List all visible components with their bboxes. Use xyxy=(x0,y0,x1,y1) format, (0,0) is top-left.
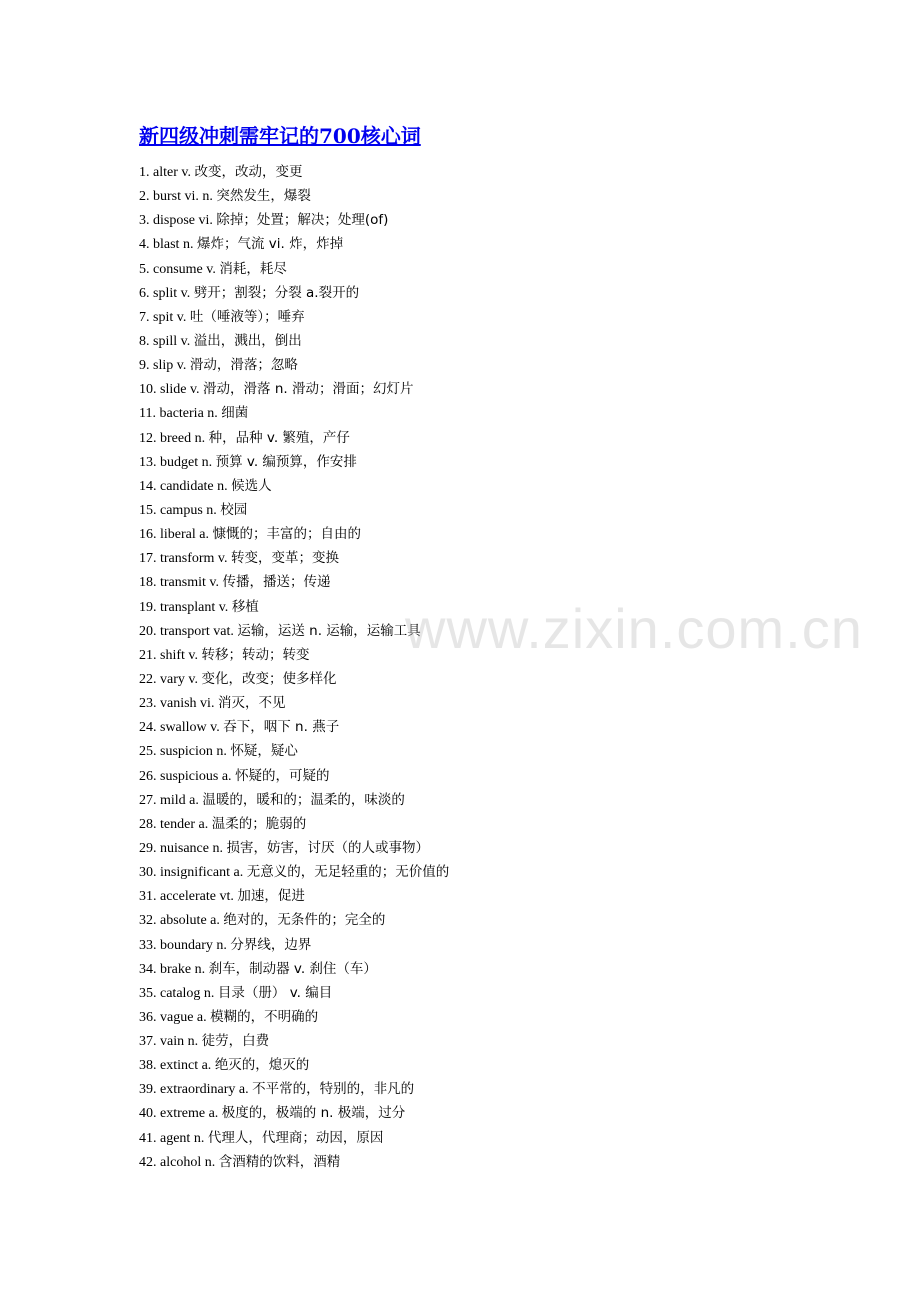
vocab-entry xyxy=(139,788,449,812)
vocab-definition: 滑动，滑落 n. 滑动；滑面；幻灯片 xyxy=(203,381,414,398)
vocab-definition: 突然发生，爆裂 xyxy=(216,188,311,205)
vocab-definition: 刹车，制动器 v. 刹住（车） xyxy=(208,960,377,977)
vocab-word: 42. alcohol n. xyxy=(139,1154,216,1170)
document-title-link[interactable]: 新四级冲刺需牢记的700核心词 xyxy=(139,124,421,148)
vocab-entry xyxy=(139,353,449,377)
vocab-definition: 加速，促进 xyxy=(237,888,305,905)
vocab-entry xyxy=(139,546,449,570)
vocab-definition: 吞下，咽下 n. 燕子 xyxy=(223,719,340,736)
vocab-entry xyxy=(139,643,449,667)
vocab-word: 26. suspicious a. xyxy=(139,768,232,784)
vocab-entry xyxy=(139,667,449,691)
vocab-word: 15. campus n. xyxy=(139,502,217,518)
vocab-word: 21. shift v. xyxy=(139,647,198,663)
vocab-definition: 消灭，不见 xyxy=(217,695,286,712)
vocab-entry xyxy=(139,208,449,232)
vocab-word: 37. vain n. xyxy=(139,1034,199,1050)
vocab-definition: 代理人，代理商；动因，原因 xyxy=(207,1129,384,1146)
vocab-entry xyxy=(139,691,449,715)
vocab-word: 8. spill v. xyxy=(139,333,191,349)
vocab-word: 39. extraordinary a. xyxy=(139,1082,249,1098)
vocab-entry xyxy=(139,570,449,594)
vocab-definition: 慷慨的；丰富的；自由的 xyxy=(212,526,361,543)
vocab-word: 4. blast n. xyxy=(139,237,194,253)
vocab-word: 28. tender a. xyxy=(139,816,209,832)
vocab-definition: 含酒精的饮料，酒精 xyxy=(218,1153,341,1170)
vocab-word: 34. brake n. xyxy=(139,961,206,977)
vocab-definition: 模糊的，不明确的 xyxy=(210,1008,319,1025)
vocab-entry xyxy=(139,933,449,957)
vocab-entry xyxy=(139,981,449,1005)
vocab-definition: 变化，改变；使多样化 xyxy=(201,670,337,687)
vocab-definition: 吐（唾液等）；唾弃 xyxy=(189,308,305,325)
vocab-entry xyxy=(139,1126,449,1150)
vocab-entry xyxy=(139,498,449,522)
vocab-definition: 温暖的，暖和的；温柔的，味淡的 xyxy=(202,791,405,808)
vocab-entry xyxy=(139,1053,449,1077)
vocab-entry xyxy=(139,860,449,884)
vocab-definition: 移植 xyxy=(231,598,259,615)
vocab-entry xyxy=(139,619,449,643)
vocab-definition: 滑动，滑落；忽略 xyxy=(189,357,298,374)
vocab-entry xyxy=(139,305,449,329)
vocab-definition: 预算 v. 编预算，作安排 xyxy=(215,453,357,470)
vocab-word: 31. accelerate vt. xyxy=(139,889,234,905)
vocab-entry xyxy=(139,232,449,256)
vocab-definition: 候选人 xyxy=(231,477,272,494)
vocab-word: 9. slip v. xyxy=(139,358,187,374)
vocab-word: 29. nuisance n. xyxy=(139,840,223,856)
vocab-word: 30. insignificant a. xyxy=(139,865,244,881)
vocab-entry xyxy=(139,474,449,498)
vocab-entry xyxy=(139,764,449,788)
vocab-entry xyxy=(139,450,449,474)
vocab-definition: 细菌 xyxy=(221,405,249,422)
vocab-definition: 校园 xyxy=(220,501,248,518)
vocab-entry xyxy=(139,329,449,353)
vocab-word: 24. swallow v. xyxy=(139,720,220,736)
vocab-entry xyxy=(139,401,449,425)
vocab-word: 33. boundary n. xyxy=(139,937,227,953)
vocab-word: 5. consume v. xyxy=(139,261,216,277)
vocab-entry xyxy=(139,957,449,981)
vocab-entry xyxy=(139,908,449,932)
vocab-word: 2. burst vi. n. xyxy=(139,189,213,205)
vocab-entry xyxy=(139,884,449,908)
vocab-word: 14. candidate n. xyxy=(139,478,228,494)
vocab-word: 19. transplant v. xyxy=(139,599,229,615)
vocab-definition: 改变，改动，变更 xyxy=(194,164,303,180)
vocab-entry xyxy=(139,812,449,836)
vocab-entry xyxy=(139,1101,449,1125)
vocab-word: 38. extinct a. xyxy=(139,1058,212,1074)
vocab-entry xyxy=(139,184,449,208)
vocab-word: 12. breed n. xyxy=(139,430,206,446)
vocab-definition: 怀疑的，可疑的 xyxy=(235,767,330,784)
vocab-definition: 转移；转动；转变 xyxy=(201,646,310,663)
vocab-definition: 极度的，极端的 n. 极端，过分 xyxy=(221,1105,406,1122)
vocab-entry xyxy=(139,1005,449,1029)
vocab-word: 13. budget n. xyxy=(139,454,213,470)
vocab-entry xyxy=(139,426,449,450)
vocab-definition: 种，品种 v. 繁殖，产仔 xyxy=(208,429,350,446)
vocab-definition: 绝灭的，熄灭的 xyxy=(214,1057,310,1074)
vocab-word: 10. slide v. xyxy=(139,382,200,398)
vocab-entry xyxy=(139,1077,449,1101)
vocab-definition: 怀疑，疑心 xyxy=(230,743,298,760)
vocab-word: 16. liberal a. xyxy=(139,527,209,543)
vocabulary-list xyxy=(139,160,449,1174)
vocab-word: 20. transport vat. xyxy=(139,623,234,639)
vocab-entry xyxy=(139,522,449,546)
vocab-definition: 无意义的，无足轻重的；无价值的 xyxy=(246,864,450,881)
vocab-word: 40. extreme a. xyxy=(139,1106,219,1122)
vocab-entry xyxy=(139,281,449,305)
vocab-definition: 运输，运送 n. 运输，运输工具 xyxy=(237,622,421,639)
vocab-word: 41. agent n. xyxy=(139,1130,205,1146)
vocab-word: 1. alter v. xyxy=(139,165,191,180)
vocab-definition: 消耗，耗尽 xyxy=(219,260,287,277)
vocab-word: 23. vanish vi. xyxy=(139,696,215,712)
vocab-word: 32. absolute a. xyxy=(139,913,220,929)
vocab-word: 7. spit v. xyxy=(139,309,187,325)
vocab-word: 6. split v. xyxy=(139,285,191,301)
vocab-definition: 绝对的，无条件的；完全的 xyxy=(223,912,386,929)
vocab-entry xyxy=(139,836,449,860)
vocab-entry xyxy=(139,739,449,763)
vocab-word: 25. suspicion n. xyxy=(139,744,227,760)
vocab-entry xyxy=(139,595,449,619)
vocab-word: 35. catalog n. xyxy=(139,985,215,1001)
vocab-word: 11. bacteria n. xyxy=(139,406,218,422)
vocab-definition: 损害，妨害，讨厌（的人或事物） xyxy=(226,839,429,856)
vocab-definition: 溢出，溅出，倒出 xyxy=(193,332,302,349)
vocab-definition: 徒劳，白费 xyxy=(201,1033,270,1050)
vocab-entry xyxy=(139,715,449,739)
vocab-word: 18. transmit v. xyxy=(139,575,219,591)
vocab-definition: 传播，播送；传递 xyxy=(222,574,331,591)
vocab-entry xyxy=(139,160,449,184)
vocab-entry xyxy=(139,377,449,401)
vocab-word: 17. transform v. xyxy=(139,551,228,567)
vocab-definition: 不平常的，特别的，非凡的 xyxy=(252,1081,415,1098)
vocab-definition: 除掉；处置；解决；处理(of) xyxy=(216,212,389,229)
vocab-entry xyxy=(139,1150,449,1174)
watermark-text: www.zixin.com.cn xyxy=(405,597,863,660)
vocab-word: 22. vary v. xyxy=(139,671,198,687)
vocab-definition: 转变，变革；变换 xyxy=(231,550,340,567)
vocab-word: 3. dispose vi. xyxy=(139,213,213,229)
vocab-definition: 分界线，边界 xyxy=(230,936,312,953)
vocab-definition: 温柔的；脆弱的 xyxy=(211,815,307,832)
vocab-entry xyxy=(139,257,449,281)
vocab-entry xyxy=(139,1029,449,1053)
vocab-word: 36. vague a. xyxy=(139,1009,207,1025)
vocab-definition: 爆炸；气流 vi. 炸，炸掉 xyxy=(196,236,344,253)
vocab-definition: 劈开；割裂；分裂 a.裂开的 xyxy=(193,284,360,301)
vocab-word: 27. mild a. xyxy=(139,792,199,808)
vocab-definition: 目录（册） v. 编目 xyxy=(217,984,333,1001)
